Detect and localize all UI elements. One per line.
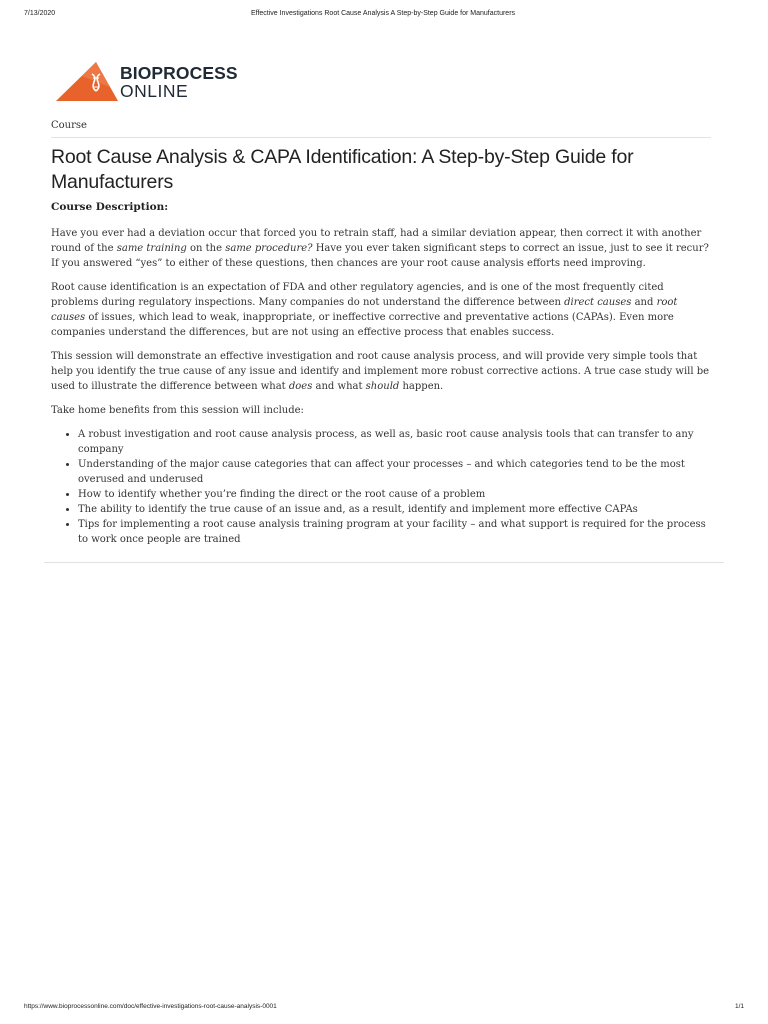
print-page-number: 1/1	[734, 1003, 744, 1010]
list-item: • How to identify whether you’re finding the direct or the root cause of a problem	[78, 487, 711, 502]
list-item: • A robust investigation and root cause analysis process, as well as, basic root cause analysis tools that can transfer to any company	[78, 427, 711, 457]
print-url: https://www.bioprocessonline.com/doc/effective-investigations-root-cause-analysis-0001	[24, 1003, 277, 1010]
paragraph-1	[51, 226, 711, 271]
p1-italic-2: same procedure?	[225, 243, 313, 254]
p3-text-1: This session will demonstrate an effective investigation and root cause analysis process, and will provide very simple tools that help you identify the true cause of any issue and identify and implement more robust corrective actions. A true case study will be used to illustrate the difference between what	[51, 351, 710, 392]
logo-line-2: ONLINE	[120, 81, 189, 101]
logo-triangle-icon	[56, 60, 118, 102]
list-item: • The ability to identify the true cause of an issue and, as a result, identify and implement more effective CAPAs	[78, 502, 711, 517]
article	[51, 120, 711, 547]
print-date: 7/13/2020	[24, 10, 56, 17]
p1-text-2: on the	[186, 243, 226, 254]
logo-line-1: BIOPROCESS	[120, 63, 238, 83]
article-title: Root Cause Analysis & CAPA Identification: A Step-by-Step Guide for Manufacturers	[51, 146, 634, 193]
p1-italic-1: same training	[116, 243, 187, 254]
p2-italic-1: direct causes	[564, 297, 632, 308]
p3-italic-2: should	[365, 381, 400, 392]
paragraph-3	[51, 349, 711, 394]
p3-text-2: and what	[312, 381, 366, 392]
p2-text-2: and	[631, 297, 657, 308]
p1-text-3: Have you ever taken significant steps to correct an issue, just to see it recur? If you answered “yes” to either of these questions, then chances are your root cause analysis efforts need improving.	[51, 243, 709, 269]
list-item: • Tips for implementing a root cause analysis training program at your facility – and what support is required for the process to work once people are trained	[78, 517, 711, 547]
benefits-list	[51, 427, 711, 547]
logo-wordmark	[120, 64, 238, 100]
p2-text-1: Root cause identification is an expectation of FDA and other regulatory agencies, and is one of the most frequently cited problems during regulatory inspections. Many companies do not understand the difference between	[51, 282, 664, 308]
bioprocess-online-logo[interactable]	[56, 60, 256, 102]
paragraph-2	[51, 280, 711, 340]
print-document-title: Effective Investigations Root Cause Analysis A Step-by-Step Guide for Manufacturers	[250, 10, 516, 17]
category-label: Course	[51, 120, 711, 138]
p2-text-3: of issues, which lead to weak, inappropriate, or ineffective corrective and preventative actions (CAPAs). Even more companies understand the differences, but are not using an effective process that enables success.	[51, 312, 674, 338]
p3-italic-1: does	[288, 381, 313, 392]
p3-text-3: happen.	[399, 381, 444, 392]
p1-text-1: Have you ever had a deviation occur that forced you to retrain staff, had a similar deviation appear, then correct it with another round of the	[51, 228, 702, 254]
course-description-label: Course Description:	[51, 201, 169, 213]
p2-italic-2: root causes	[51, 297, 678, 323]
content-divider	[44, 562, 724, 563]
list-item: • Understanding of the major cause categories that can affect your processes – and which categories tend to be the most overused and underused	[78, 457, 711, 487]
paragraph-4: Take home benefits from this session will include:	[51, 405, 304, 416]
